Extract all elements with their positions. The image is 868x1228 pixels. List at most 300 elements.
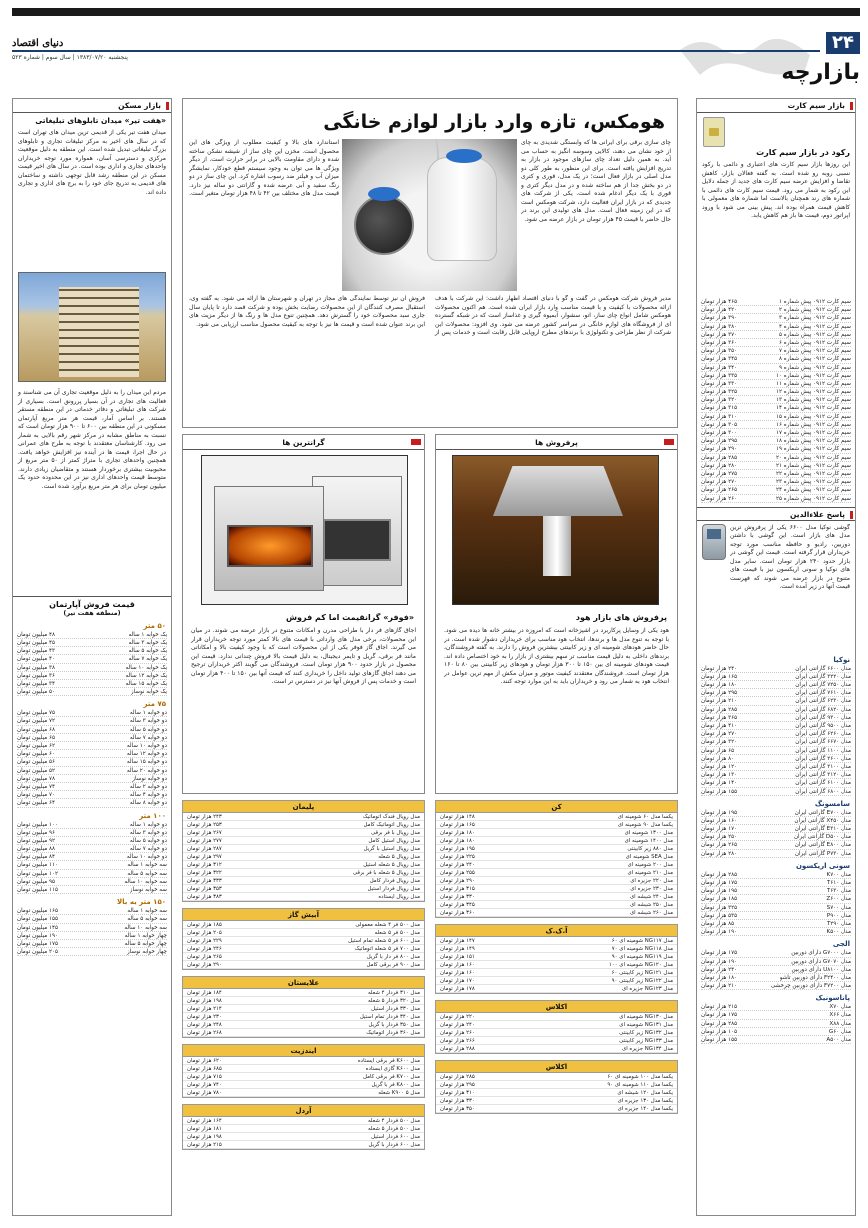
price-item-value: ۹۲ میلیون تومان: [17, 837, 56, 844]
price-row: [17, 870, 167, 878]
brand-table-head: آردل: [183, 1105, 424, 1117]
section-tag-icon: [664, 439, 674, 445]
price-item-value: ۴۳ میلیون تومان: [17, 648, 56, 655]
price-item-value: ۱۹۵ هزار تومان: [701, 888, 738, 895]
price-item-name: مدل رویال با فر برقی: [371, 830, 420, 836]
price-row: [436, 829, 677, 837]
price-item-name: مدل ۶۰۰ فردار با گریل: [368, 1142, 420, 1148]
price-item-value: ۵۳۵ هزار تومان: [701, 912, 738, 919]
price-item-value: ۲۲۹ هزار تومان: [187, 938, 222, 944]
price-item-name: یک خوابه نوساز: [130, 689, 167, 696]
price-item-name: سیم کارت ۰۹۱۲ پیش شماره ۷: [778, 348, 851, 355]
price-item-name: مدل T۶۳۰: [826, 888, 851, 895]
price-item-name: دو خوابه ۸ ساله: [129, 800, 167, 807]
price-group-list: [697, 1003, 855, 1044]
price-item-name: یک خوابه ۱۲ ساله: [125, 672, 167, 679]
price-item-name: دو خوابه ۱ ساله: [129, 710, 167, 717]
price-item-name: مدل ۵۰۰ فر ۵ شعله: [374, 930, 420, 936]
price-item-name: چهار خوابه ۵ ساله: [124, 940, 167, 947]
price-row: [17, 940, 167, 948]
price-item-name: سیم کارت ۰۹۱۲ پیش شماره ۱۷: [775, 430, 851, 436]
price-item-value: ۲۸۵ هزار تومان: [701, 1020, 738, 1027]
price-item-value: ۳۲۲ هزار تومان: [187, 870, 222, 876]
price-item-name: مدل NG۱۳۳ زیر کابینتی: [619, 1038, 673, 1044]
price-item-name: سه خوابه ۱ ساله: [127, 908, 167, 915]
brand-price-table: [182, 1044, 425, 1098]
price-item-name: مدل F۷۲۰۰ دارای دوربین چرخشی: [770, 983, 851, 990]
price-row: [17, 688, 167, 696]
price-item-value: ۲۵۰ هزار تومان: [701, 834, 738, 841]
price-item-value: ۲۹۵ هزار تومان: [701, 690, 738, 697]
price-item-name: مدل NG۱۳۱ شومینه ای: [619, 1022, 673, 1028]
price-item-value: ۲۲۵ هزار تومان: [440, 854, 475, 860]
price-row: [436, 885, 677, 893]
price-item-value: ۳۵۳ هزار تومان: [187, 886, 222, 892]
price-item-value: ۳۶۰ هزار تومان: [701, 339, 738, 346]
price-item-name: سیم کارت ۰۹۱۲ پیش شماره ۱۹: [775, 446, 851, 453]
price-row: [436, 985, 677, 993]
price-row: [183, 1029, 424, 1037]
price-row: [183, 1125, 424, 1133]
price-row: [17, 758, 167, 766]
price-item-value: ۱۷۰ هزار تومان: [701, 826, 738, 833]
price-item-name: دو خوابه ۱ ساله: [129, 821, 167, 828]
price-row: [436, 969, 677, 977]
price-row: [436, 945, 677, 953]
price-item-name: مدل K۷۰۰ فر برقی کامل: [362, 1074, 420, 1080]
price-item-value: ۳۳۵ هزار تومان: [701, 372, 738, 379]
price-item-name: مدل P۷۳۰ گارانتی ایران: [794, 850, 851, 857]
price-group-title: ۱۵۰ متر به بالا: [116, 898, 166, 907]
price-row: [436, 869, 677, 877]
price-item-value: ۸۰ هزار تومان: [701, 755, 735, 762]
sim-section-head: بازار سیم کارت: [697, 99, 855, 113]
price-item-name: سیم کارت ۰۹۱۲ پیش شماره ۸: [778, 356, 851, 363]
stove-box: [182, 434, 425, 794]
price-item-name: مدل ۲۳۰ جزیره ای: [630, 886, 673, 892]
section-title: بازارچه: [781, 60, 860, 85]
price-item-value: ۶۵ میلیون تومان: [17, 734, 56, 741]
price-item-name: مدل رویال استیل کامل: [368, 838, 420, 844]
price-item-value: ۳۴۰ هزار تومان: [701, 364, 738, 371]
price-item-value: ۱۴۰ هزار تومان: [701, 780, 738, 787]
price-item-value: ۳۴ میلیون تومان: [17, 680, 56, 687]
price-item-value: ۱۷۵ هزار تومان: [701, 950, 738, 957]
price-row: [701, 809, 851, 817]
price-row: [701, 949, 851, 957]
price-row: [436, 937, 677, 945]
price-row: [436, 961, 677, 969]
price-item-value: ۱۶۴ هزار تومان: [187, 1118, 222, 1124]
price-row: [17, 845, 167, 853]
price-row: [183, 937, 424, 945]
price-row: [701, 681, 851, 689]
price-item-name: دو خوابه ۳ ساله: [129, 829, 167, 836]
price-item-value: ۲۷۰ هزار تومان: [701, 731, 738, 738]
price-item-name: سه خوابه ۱۰ ساله: [124, 878, 167, 885]
price-item-name: یکسا مدل ۱۱۰ شومینه ای ۹۰: [607, 1082, 673, 1088]
price-item-value: ۱۴۷ هزار تومان: [440, 938, 475, 944]
price-row: [701, 763, 851, 771]
price-item-value: ۲۶۶ هزار تومان: [440, 1038, 475, 1044]
price-item-value: ۲۸۵ هزار تومان: [701, 871, 738, 878]
price-item-name: مدل ۶۶۷۰ گارانتی ایران: [795, 739, 851, 746]
price-row: [17, 853, 167, 861]
main-column: [182, 98, 678, 1216]
price-item-value: ۲۲۰ هزار تومان: [440, 1014, 475, 1020]
price-item-name: مدل K۶۰۰ فر برقی ایستاده: [357, 1058, 420, 1064]
price-row: [436, 1013, 677, 1021]
price-item-name: مدل ۲۵۰ شیشه ای: [629, 902, 673, 908]
brand-table-head: کن: [436, 801, 677, 813]
price-item-name: مدل ۲۱۰ شومینه ای: [627, 870, 673, 876]
price-row: [17, 767, 167, 775]
building-photo: [18, 272, 166, 382]
price-row: [701, 470, 851, 478]
sim-intro-text: این روزها بازار سیم کارت های اعتباری و دائمی با رکود نسبی روبه رو شده است. به گفته فعالان بازار، کاهش تقاضا و افزایش عرضه سیم کارت های جدید از جمله دلایل این رکود به شمار می رود. قیمت سیم کارت های دائمی با شماره های رند همچنان بالاست اما شماره های معمولی با کاهش قیمت همراه بوده اند. پیش بینی می شود با ورود اپراتور دوم، قیمت ها باز هم کاهش یابد.: [702, 161, 850, 220]
price-item-value: ۲۶۸ هزار تومان: [187, 1030, 222, 1036]
price-row: [701, 730, 851, 738]
price-item-name: دو خوابه ۵ ساله: [129, 726, 167, 733]
hood-box-head: پرفروش ها: [436, 435, 677, 450]
price-row: [436, 853, 677, 861]
price-item-name: سه خوابه ۵ ساله: [127, 916, 167, 923]
price-row: [701, 1028, 851, 1036]
price-item-value: ۱۶۵ هزار تومان: [701, 673, 738, 680]
price-row: [701, 495, 851, 503]
price-item-name: مدل ۶۲۳۰ گارانتی ایران: [795, 698, 851, 705]
price-item-value: ۱۰۲ میلیون تومان: [17, 870, 59, 877]
price-item-value: ۱۹۵ هزار تومان: [440, 846, 475, 852]
price-item-name: چهار خوابه ۱ ساله: [124, 932, 167, 939]
price-item-value: ۳۴۵ هزار تومان: [440, 902, 475, 908]
price-item-value: ۵۲ میلیون تومان: [17, 767, 56, 774]
price-row: [701, 673, 851, 681]
price-item-name: سیم کارت ۰۹۱۲ پیش شماره ۲۲: [775, 470, 851, 477]
price-item-name: مدل ۳۴۰ فردار تمام استیل: [359, 1014, 420, 1020]
price-row: [701, 665, 851, 673]
price-item-value: ۳۲۵ هزار تومان: [701, 389, 738, 396]
price-group-title: پاناسونیک: [815, 994, 850, 1003]
price-row: [701, 347, 851, 355]
price-item-name: مدل NG۱۲۳ جزیره ای: [621, 986, 673, 992]
price-row: [701, 323, 851, 331]
price-row: [17, 907, 167, 915]
brand-logo: دنیای اقتصاد: [12, 38, 64, 49]
price-item-name: مدل NG۱۳۴ جزیره ای: [621, 1046, 673, 1052]
price-row: [436, 977, 677, 985]
brand-table-head: آ.ک.ک: [436, 925, 677, 937]
price-item-name: مدل ۶۶۰۰ گارانتی ایران: [795, 665, 851, 672]
price-item-value: ۳۱۵ هزار تومان: [701, 405, 738, 412]
price-item-value: ۳۶۵ هزار تومان: [701, 714, 738, 721]
price-row: [701, 454, 851, 462]
price-item-value: ۱۸۵ هزار تومان: [701, 896, 738, 903]
price-item-name: مدل ۳۶۰ فردار اتوماتیک: [366, 1030, 420, 1036]
price-item-name: مدل رویال ایستاده: [378, 894, 420, 900]
price-item-name: مدل K۵۰۰: [826, 929, 851, 936]
price-item-name: مدل ۲۰۰ شومینه ای: [627, 862, 673, 868]
price-item-value: ۳۱۵ هزار تومان: [440, 886, 475, 892]
price-item-name: مدل NG۱۱۹ شومینه ای ۹۰: [611, 954, 673, 960]
brand-price-table: [435, 800, 678, 918]
price-row: [436, 1073, 677, 1081]
price-item-name: دو خوابه ۱۲ ساله: [126, 751, 167, 758]
price-item-name: مدل P۹۰۰: [826, 912, 851, 919]
price-row: [436, 877, 677, 885]
price-item-value: ۳۰۵ هزار تومان: [701, 421, 738, 428]
price-item-name: مدل K۷۰۰: [826, 871, 851, 878]
price-item-name: مدل E۳۱۰ گارانتی ایران: [794, 826, 851, 833]
price-row: [436, 1021, 677, 1029]
price-item-name: دو خوابه نوساز: [132, 775, 167, 782]
header-rule: [12, 50, 820, 52]
sim-card-icon: [703, 117, 725, 147]
housing-price-subtitle: (منطقه هفت تیر): [63, 609, 121, 617]
price-item-name: مدل U۸۱۰۰ دارای دوربین: [791, 966, 851, 973]
price-item-name: مدل E۸۰۰ گارانتی ایران: [794, 842, 851, 849]
price-item-name: یکسا مدل ۶۰ شومینه ای: [617, 814, 673, 820]
price-item-value: ۱۷۸ هزار تومان: [440, 986, 475, 992]
price-row: [17, 821, 167, 829]
price-row: [183, 945, 424, 953]
price-item-value: ۲۸۷ هزار تومان: [187, 846, 222, 852]
price-item-name: سیم کارت ۰۹۱۲ پیش شماره ۶: [778, 339, 851, 346]
price-item-name: دو خوابه ۷ ساله: [129, 846, 167, 853]
price-row: [17, 672, 167, 680]
price-item-name: مدل NG۱۳۲ زیر کابینتی: [619, 1030, 673, 1036]
price-row: [436, 909, 677, 917]
price-row: [183, 837, 424, 845]
price-item-value: ۳۷۰ هزار تومان: [701, 331, 738, 338]
price-item-value: ۲۸۵ هزار تومان: [701, 706, 738, 713]
price-item-value: ۱۳۰ هزار تومان: [701, 772, 738, 779]
price-item-name: مدل ۶۰۰ فر ۵ شعله تمام استیل: [348, 938, 420, 944]
price-item-value: ۶۵ هزار تومان: [701, 747, 735, 754]
price-group-title: ۵۰ متر: [143, 621, 166, 630]
price-item-name: مدل X۶۶: [829, 1012, 851, 1019]
right-column: [696, 98, 856, 1216]
price-row: [183, 1117, 424, 1125]
price-row: [183, 921, 424, 929]
price-item-value: ۲۴۶ هزار تومان: [187, 946, 222, 952]
price-item-name: سیم کارت ۰۹۱۲ پیش شماره ۲۰: [775, 454, 851, 461]
price-row: [17, 639, 167, 647]
price-item-value: ۳۸۳ هزار تومان: [187, 894, 222, 900]
price-row: [17, 799, 167, 807]
price-item-name: مدل ۸۰۰ فر دار با گریل: [366, 954, 420, 960]
price-item-name: سیم کارت ۰۹۱۲ پیش شماره ۲۱: [775, 462, 851, 469]
price-item-name: سیم کارت ۰۹۱۲ پیش شماره ۱۸: [775, 438, 851, 445]
price-item-name: دو خوابه ۳ ساله: [129, 718, 167, 725]
price-item-value: ۹۵ میلیون تومان: [17, 878, 56, 885]
price-item-value: ۱۸۰ هزار تومان: [440, 838, 475, 844]
price-item-value: ۱۸۱ هزار تومان: [187, 1126, 222, 1132]
price-row: [701, 445, 851, 453]
price-row: [701, 817, 851, 825]
price-row: [183, 961, 424, 969]
price-item-name: یک خوابه ۷ ساله: [128, 656, 167, 663]
price-row: [701, 928, 851, 936]
price-row: [183, 953, 424, 961]
price-row: [701, 396, 851, 404]
price-row: [701, 372, 851, 380]
price-row: [701, 920, 851, 928]
price-item-name: مدل G۷۰۷۰ دارای دوربین: [791, 958, 851, 965]
price-row: [436, 953, 677, 961]
price-item-name: مدل رویال فردار کامل: [369, 878, 420, 884]
price-item-value: ۲۹۰ هزار تومان: [187, 962, 222, 968]
price-row: [17, 915, 167, 923]
price-row: [701, 825, 851, 833]
price-item-name: دو خوابه ۱۵ ساله: [126, 759, 167, 766]
price-row: [701, 388, 851, 396]
price-row: [183, 997, 424, 1005]
housing-price-groups: [13, 618, 171, 957]
price-row: [17, 680, 167, 688]
price-row: [701, 755, 851, 763]
price-item-value: ۱۶۵ میلیون تومان: [17, 908, 59, 915]
page-number: ۲۴: [826, 32, 860, 54]
price-row: [17, 709, 167, 717]
brand-table-head: اکلاس: [436, 1001, 677, 1013]
price-row: [701, 912, 851, 920]
price-row: [701, 1020, 851, 1028]
price-group-list: [697, 871, 855, 937]
price-row: [17, 742, 167, 750]
price-item-value: ۲۶۵ هزار تومان: [701, 487, 738, 494]
price-item-value: ۳۶۰ هزار تومان: [440, 910, 475, 916]
price-item-value: ۲۱۵ هزار تومان: [187, 1142, 222, 1148]
price-item-name: مدل ۳۲۲۰ گارانتی ایران: [795, 673, 851, 680]
price-item-value: ۳۱۰ هزار تومان: [701, 413, 738, 420]
price-item-name: یک خوابه ۳ ساله: [128, 639, 167, 646]
price-row: [701, 714, 851, 722]
price-item-name: یکسا مدل ۱۲۰ شیشه ای: [617, 1090, 673, 1096]
price-row: [701, 339, 851, 347]
price-item-name: مدل ۳۱۲۰ گارانتی ایران: [795, 772, 851, 779]
price-row: [183, 861, 424, 869]
price-row: [701, 298, 851, 306]
price-item-value: ۲۶۷ هزار تومان: [187, 830, 222, 836]
price-item-name: مدل ۱۴۰۰ شومینه ای: [624, 838, 673, 844]
price-row: [701, 982, 851, 990]
price-item-value: ۴۸ میلیون تومان: [17, 631, 56, 638]
brand-price-table: [182, 976, 425, 1038]
brand-price-table: [435, 1060, 678, 1114]
price-item-name: سیم کارت ۰۹۱۲ پیش شماره ۱۳: [775, 397, 851, 404]
price-row: [183, 845, 424, 853]
price-item-name: مدل ۵۰۰ فردار ۴ شعله: [368, 1118, 420, 1124]
price-row: [183, 1141, 424, 1149]
stove-article-text: اجاق گازهای فر دار با طراحی مدرن و امکانات متنوع در بازار عرضه می شوند. در میان این محصولات، برخی مدل های وارداتی با قیمت های بالا کمتر مورد توجه خریداران قرار می گیرند. اجاق گاز فوفر یکی از این محصولات است که با وجود کیفیت بالا و امکاناتی مانند فر برقی، گریل و تایمر دیجیتال، به دلیل قیمت بالا فروش چندانی ندارد. قیمت این محصول در بازار حدود ۹۰۰ هزار تومان است. فروشندگان می گویند اکثر خریداران ترجیح می دهند اجاق گازهای تولید داخل را خریداری کنند که قیمت آنها بین ۱۵۰ تا ۴۰۰ هزار تومان است و خدمات پس از فروش آنها نیز در دسترس تر است.: [191, 627, 416, 686]
price-row: [701, 871, 851, 879]
feature-text-right: چای سازی برقی برای ایرانی ها که وابستگی شدیدی به چای از خود نشان می دهند، کالایی وسوسه انگیز به حساب می آید. به همین دلیل تعداد چای سازهای موجود در بازار به تدریج افزایش یافته است. برای این منظور، به طور کلی دو مدل اصلی در بازار فعال است؛ در یک مدل، قوری و کتری در دو بخش جدا از هم ساخته شده و در مدل دیگر کتری و قوری با یک دیگر ادغام شده است. یکی از شرکت های جدیدی که در بازار ایران فعالیت دارد، شرکت هومکس است که در این زمینه فعال است. مدل های تولیدی این برند در حال حاضر با قیمت ۴۵ هزار تومان در بازار عرضه می شود.: [521, 139, 671, 223]
price-row: [183, 813, 424, 821]
stove-article-title: «فوفر» گرانقیمت اما کم فروش: [285, 613, 414, 622]
phone-intro-text: گوشی نوکیا مدل ۶۶۰۰ یکی از پرفروش ترین مدل های بازار است. این گوشی با داشتن دوربین، رادیو و حافظه مناسب مورد توجه خریداران قرار گرفته است. قیمت این گوشی در بازار حدود ۲۴۰ هزار تومان است. سایر مدل های نوکیا و سونی اریکسون نیز با قیمت های متنوع در بازار عرضه می شوند که فهرست قیمت آنها در زیر آمده است.: [730, 523, 850, 591]
price-item-value: ۷۸۰ هزار تومان: [187, 1090, 222, 1096]
price-item-name: دو خوابه ۲۰ ساله: [126, 767, 167, 774]
price-item-value: ۳۵۰ هزار تومان: [440, 1106, 475, 1112]
price-item-name: مدل ۹۰۰ فر برقی کامل: [366, 962, 420, 968]
price-row: [701, 833, 851, 841]
price-item-value: ۴۲۰ هزار تومان: [701, 307, 738, 314]
price-group-list: [697, 949, 855, 990]
price-item-value: ۳۲۰ هزار تومان: [701, 739, 738, 746]
price-row: [183, 1073, 424, 1081]
price-item-value: ۲۳۰ هزار تومان: [187, 1014, 222, 1020]
price-group-title: ۷۵ متر: [143, 700, 166, 709]
phone-section-head: پاسخ علاءالدین: [697, 507, 855, 521]
price-item-value: ۷۴۰ هزار تومان: [187, 1082, 222, 1088]
price-item-value: ۱۸۵ هزار تومان: [187, 922, 222, 928]
price-row: [17, 886, 167, 894]
price-row: [183, 989, 424, 997]
price-item-value: ۲۹۰ هزار تومان: [440, 878, 475, 884]
price-item-value: ۳۴۵ هزار تومان: [701, 356, 738, 363]
hood-box: [435, 434, 678, 794]
price-item-name: مدل ۲۲۰ جزیره ای: [630, 878, 673, 884]
price-item-value: ۱۱۰ میلیون تومان: [17, 862, 59, 869]
price-row: [436, 821, 677, 829]
price-item-value: ۴۱۰ هزار تومان: [701, 723, 738, 729]
price-item-value: ۱۲۰ هزار تومان: [701, 763, 738, 770]
price-item-name: مدل ۷۶۱۰ گارانتی ایران: [795, 690, 851, 697]
price-item-name: مدل D۵۰۰ گارانتی ایران: [793, 834, 851, 841]
price-row: [701, 904, 851, 912]
mobile-phone-icon: [702, 524, 726, 560]
price-item-value: ۱۴۸ هزار تومان: [440, 814, 475, 820]
price-item-name: مدل X۴۵۰ گارانتی ایران: [794, 817, 851, 824]
price-item-name: سه خوابه نوساز: [129, 887, 167, 894]
price-row: [17, 829, 167, 837]
price-row: [436, 1105, 677, 1113]
price-group-title: سونی اریکسون: [795, 861, 850, 870]
price-item-value: ۱۹۰ هزار تومان: [701, 958, 738, 965]
price-item-name: دو خوابه ۲ ساله: [129, 783, 167, 790]
price-row: [183, 929, 424, 937]
price-item-value: ۳۳۳ هزار تومان: [187, 878, 222, 884]
price-row: [701, 771, 851, 779]
brand-table-head: پلیمان: [183, 801, 424, 813]
price-item-name: مدل E۷۰۰ گارانتی ایران: [794, 809, 851, 816]
price-item-name: مدل ۷۰۰ فر ۵ شعله اتوماتیک: [354, 946, 420, 952]
section-tag-icon: [850, 102, 853, 110]
price-row: [701, 331, 851, 339]
price-row: [701, 747, 851, 755]
price-item-value: ۵۶ میلیون تومان: [17, 759, 56, 766]
price-row: [701, 1036, 851, 1044]
price-row: [17, 655, 167, 663]
price-item-value: ۲۸۵ هزار تومان: [440, 1074, 475, 1080]
price-item-name: سیم کارت ۰۹۱۲ پیش شماره ۲۵: [775, 495, 851, 502]
price-item-name: مدل ۲۶۰ شیشه ای: [629, 910, 673, 916]
price-item-value: ۷۸ میلیون تومان: [17, 775, 56, 782]
price-row: [701, 738, 851, 746]
price-item-name: چهار خوابه نوساز: [127, 949, 167, 956]
price-row: [436, 837, 677, 845]
price-item-value: ۲۱۰ هزار تومان: [701, 983, 738, 990]
price-item-name: مدل ۳۵۰ فردار با گریل: [368, 1022, 420, 1028]
price-row: [701, 966, 851, 974]
price-item-value: ۳۳۰ هزار تومان: [440, 894, 475, 900]
price-item-name: دو خوابه ۷ ساله: [129, 734, 167, 741]
price-item-name: یک خوابه ۱۰ ساله: [125, 664, 167, 671]
price-item-name: یک خوابه ۵ ساله: [128, 648, 167, 655]
price-item-name: مدل رویال فردار استیل: [367, 886, 420, 892]
price-row: [17, 783, 167, 791]
